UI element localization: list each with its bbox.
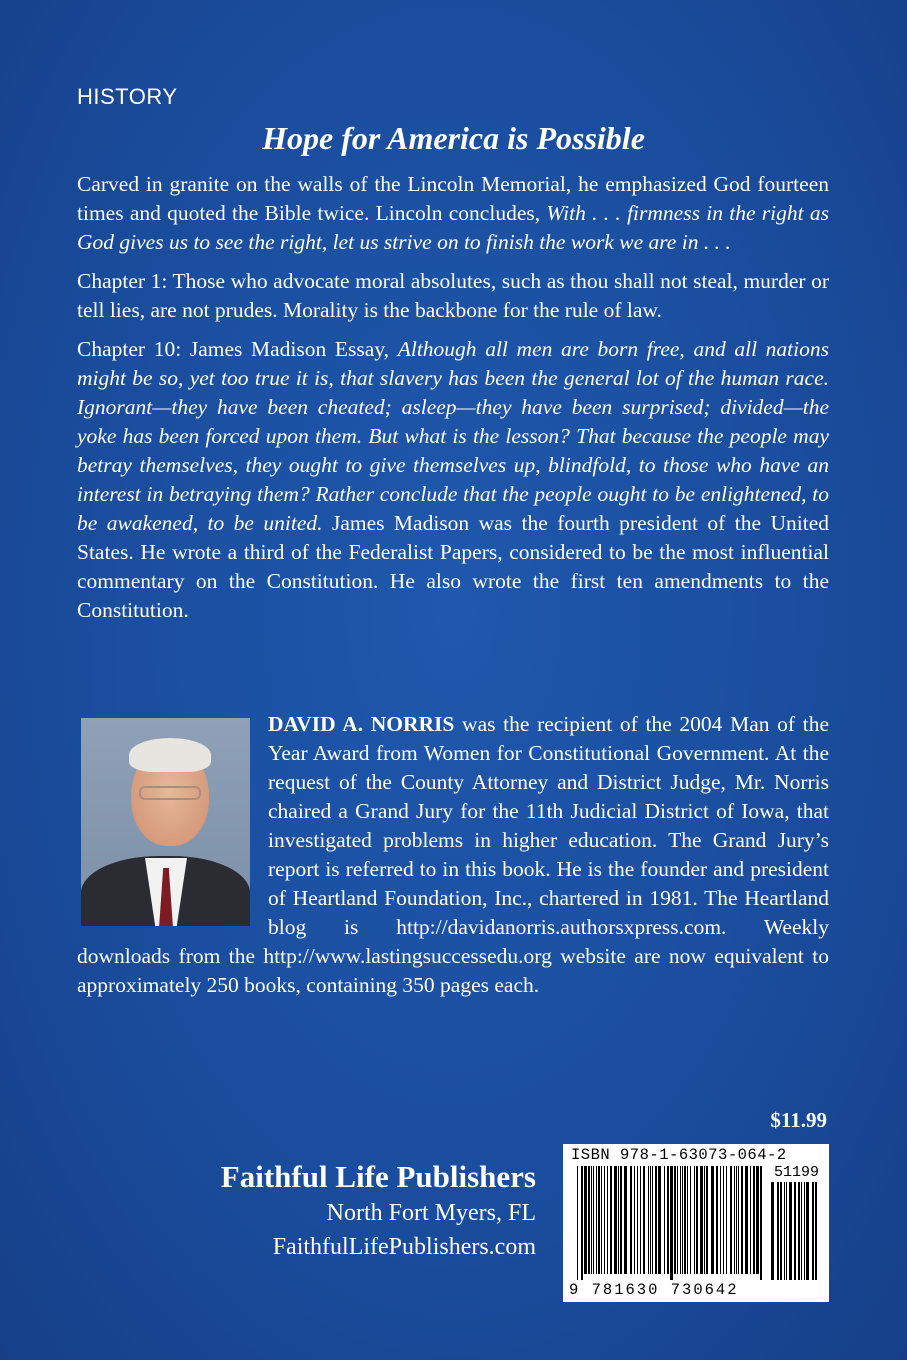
barcode-bar (588, 1166, 590, 1274)
category-label: HISTORY (77, 84, 178, 109)
barcode-bar (723, 1166, 724, 1274)
barcode-bar (687, 1166, 688, 1274)
barcode-bar (806, 1182, 809, 1280)
barcode-bar (784, 1182, 785, 1280)
barcode-bar (789, 1182, 792, 1280)
barcode-bar (652, 1166, 653, 1274)
barcode-bar (696, 1166, 698, 1274)
barcode-bar (780, 1182, 782, 1280)
author-name: DAVID A. NORRIS (268, 712, 455, 736)
ean-digits: 9 781630 730642 (569, 1281, 739, 1299)
price: $11.99 (770, 1108, 827, 1132)
barcode-bar (604, 1166, 605, 1274)
barcode-bar (745, 1166, 748, 1274)
barcode-bar (777, 1182, 779, 1280)
barcode-bar (634, 1166, 635, 1274)
barcode-bar (674, 1166, 676, 1274)
barcode-bar (607, 1166, 608, 1274)
barcode-bar (750, 1166, 751, 1274)
barcode-bar (711, 1166, 714, 1274)
author-bio-text: was the recipient of the 2004 Man of the Year Award from Women for Constitutional Government. At the request of the County Attorney and District Judge, Mr. Norris chaired a Grand Jury for the 11th Judicial District of Iowa, that investigated problems in higher education. The Grand Jury’s report is referred to in this book. He is the founder and president of Heartland Foundation, Inc., chartered in 1981. The Heartland blog is http://davidanorris.authorsxpress.com. Weekly downloads from the http://www.lastingsuccessedu.org website are now equivalent to approximately 250 books, containing 350 pages each. (77, 712, 830, 997)
barcode-bar (614, 1166, 617, 1274)
barcode-bar (624, 1166, 627, 1274)
description (77, 170, 829, 625)
author-photo (81, 718, 250, 926)
barcode-bar (577, 1166, 578, 1280)
chapter-10-paragraph (77, 335, 829, 625)
barcode-bar (677, 1166, 678, 1274)
barcode-bar (812, 1182, 814, 1280)
barcode-bar (680, 1166, 681, 1274)
barcode-bar (741, 1166, 743, 1274)
barcode-bars (577, 1166, 763, 1280)
chapter-10-lead: Chapter 10: James Madison Essay, (77, 337, 398, 361)
barcode-bar (726, 1166, 727, 1274)
madison-summary: James Madison was the fourth president of the United States. He wrote a third of the Federalist Papers, considered to be the most influential commentary on the Constitution. He also wrote the first ten amendments to the Constitution. (77, 511, 829, 622)
barcode-bar (753, 1166, 755, 1274)
author-bio (77, 710, 829, 1000)
lincoln-paragraph (77, 170, 829, 257)
barcode-bar (664, 1166, 665, 1274)
barcode-bar (815, 1182, 817, 1280)
barcode-bar (734, 1166, 735, 1274)
barcode-bar (794, 1182, 796, 1280)
barcode-bar (716, 1166, 718, 1274)
barcode-bar (637, 1166, 638, 1274)
isbn-barcode (563, 1144, 829, 1302)
barcode-bar (682, 1166, 683, 1274)
publisher-location: North Fort Myers, FL (326, 1200, 536, 1226)
barcode-bar (593, 1166, 594, 1274)
barcode-bar (630, 1166, 632, 1274)
chapter-1-paragraph: Chapter 1: Those who advocate moral absolutes, such as thou shall not steal, murder or tell lies, are not prudes. Morality is the backbone for the rule of law. (77, 269, 829, 322)
publisher-block (150, 1158, 536, 1264)
barcode-bar (756, 1166, 759, 1274)
barcode-bar (738, 1166, 739, 1274)
barcode-bar (786, 1182, 787, 1280)
isbn-text: ISBN 978-1-63073-064-2 (571, 1146, 787, 1164)
barcode-bar (804, 1182, 805, 1280)
barcode-bar (581, 1166, 583, 1280)
barcode-bar (760, 1166, 762, 1280)
barcode-bar (591, 1166, 592, 1274)
barcode-bar (801, 1182, 802, 1280)
barcode-bar (640, 1166, 641, 1274)
barcode-bar (771, 1182, 774, 1280)
barcode-bar (601, 1166, 602, 1274)
lincoln-quote: With . . . firmness in the right as God gives us to see the right, let us strive on to finish the work we are in . . . (77, 201, 829, 254)
lincoln-text: Carved in granite on the walls of the Lincoln Memorial, he emphasized God fourteen times and quoted the Bible twice. Lincoln concludes, (77, 172, 829, 225)
barcode-bar (596, 1166, 597, 1274)
headline: Hope for America is Possible (262, 120, 645, 156)
barcode-bar (694, 1166, 695, 1274)
barcode-bar (670, 1166, 673, 1280)
barcode-bar (620, 1166, 622, 1274)
price-code: 51199 (773, 1164, 819, 1181)
barcode-bar (684, 1166, 686, 1274)
barcode-bar (584, 1166, 587, 1274)
barcode-bar (643, 1166, 645, 1274)
barcode-bar (736, 1166, 737, 1274)
barcode-bar (650, 1166, 651, 1274)
publisher-website: FaithfulLifePublishers.com (272, 1234, 536, 1260)
barcode-bar (690, 1166, 691, 1274)
madison-quote: Although all men are born free, and all nations might be so, yet too true it is, that slavery has been the general lot of the human race. Ignorant—they have been cheated; asleep—they have been surprised; divided—the yoke has been forced upon them. But what is the lesson? That because the people may betray themselves, they ought to give themselves up, blindfold, to those who have an interest in betraying them? Rather conclude that the people ought to be enlightened, to be awakened, to be united. (77, 337, 829, 535)
barcode-bar (700, 1166, 703, 1274)
barcode-bar (648, 1166, 649, 1274)
barcode-bar (704, 1166, 705, 1274)
barcode-bar (655, 1166, 657, 1274)
barcode-bar (706, 1166, 708, 1274)
publisher-name: Faithful Life Publishers (220, 1159, 536, 1194)
barcode-bar (667, 1166, 669, 1274)
barcode-bar (610, 1166, 612, 1274)
barcode-bar (598, 1166, 600, 1274)
price-barcode-bars (771, 1182, 821, 1280)
barcode-bar (618, 1166, 619, 1274)
barcode-bar (730, 1166, 732, 1274)
barcode-bar (658, 1166, 661, 1274)
barcode-bar (720, 1166, 721, 1274)
barcode-bar (798, 1182, 800, 1280)
